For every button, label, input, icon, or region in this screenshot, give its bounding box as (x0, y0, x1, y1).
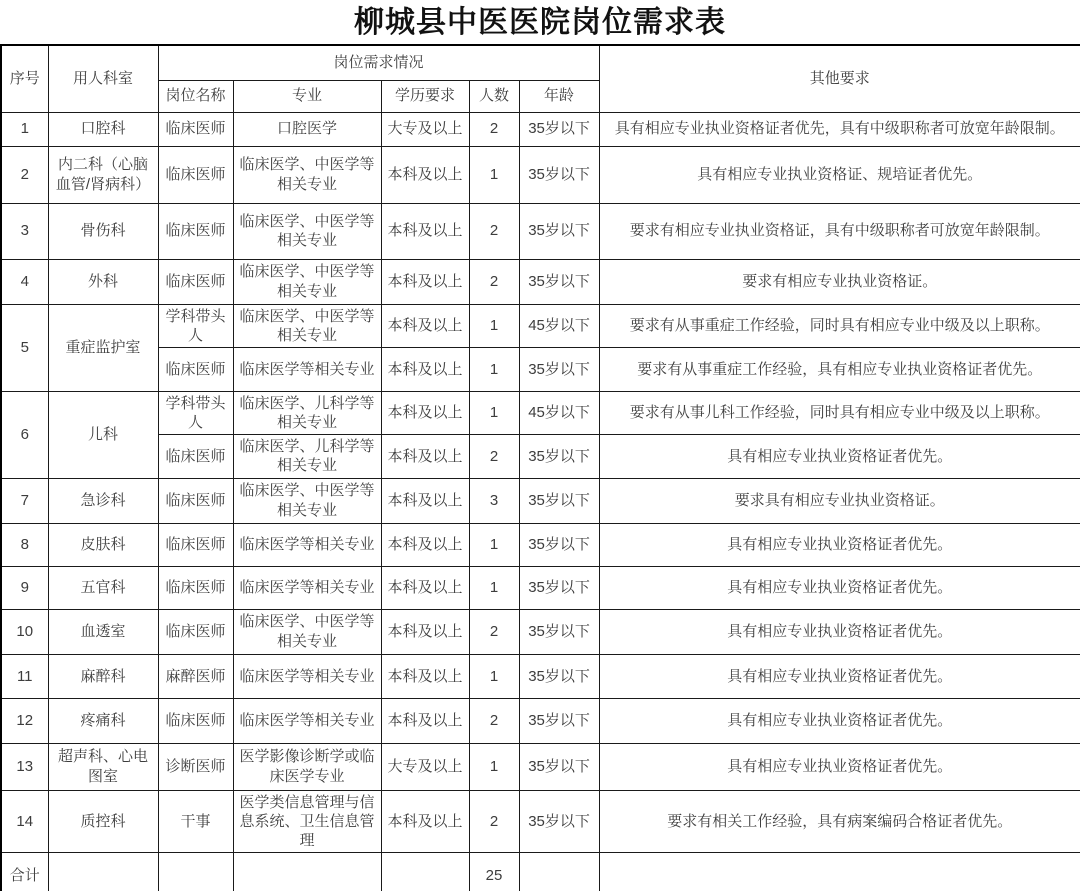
seq-cell: 7 (1, 478, 48, 523)
age-cell: 35岁以下 (519, 566, 599, 609)
dept-cell: 超声科、心电图室 (48, 743, 158, 790)
other-requirements-cell: 要求有相关工作经验，具有病案编码合格证者优先。 (599, 790, 1080, 853)
education-cell: 本科及以上 (381, 478, 469, 523)
table-row (1, 146, 1080, 203)
dept-cell: 疼痛科 (48, 698, 158, 743)
education-cell: 本科及以上 (381, 566, 469, 609)
dept-cell: 急诊科 (48, 478, 158, 523)
total-other-cell (599, 853, 1080, 891)
age-cell: 35岁以下 (519, 478, 599, 523)
other-requirements-cell: 具有相应专业执业资格证者优先。 (599, 435, 1080, 478)
header-other: 其他要求 (599, 45, 1080, 112)
major-cell: 医学影像诊断学或临床医学专业 (233, 743, 381, 790)
position-cell: 麻醉医师 (158, 654, 233, 698)
position-cell: 学科带头人 (158, 304, 233, 347)
table-header (1, 45, 1080, 112)
age-cell: 35岁以下 (519, 790, 599, 853)
header-seq: 序号 (1, 45, 48, 112)
table-row (1, 654, 1080, 698)
seq-cell: 6 (1, 391, 48, 478)
other-requirements-cell: 要求有从事儿科工作经验，同时具有相应专业中级及以上职称。 (599, 391, 1080, 434)
table-row (1, 743, 1080, 790)
table-row (1, 609, 1080, 654)
count-cell: 2 (469, 790, 519, 853)
major-cell: 临床医学、儿科学等相关专业 (233, 435, 381, 478)
age-cell: 35岁以下 (519, 609, 599, 654)
age-cell: 35岁以下 (519, 203, 599, 259)
other-requirements-cell: 要求有从事重症工作经验，同时具有相应专业中级及以上职称。 (599, 304, 1080, 347)
major-cell: 临床医学等相关专业 (233, 654, 381, 698)
other-requirements-cell: 具有相应专业执业资格证者优先。 (599, 523, 1080, 566)
major-cell: 临床医学、中医学等相关专业 (233, 259, 381, 304)
other-requirements-cell: 要求有相应专业执业资格证，具有中级职称者可放宽年龄限制。 (599, 203, 1080, 259)
age-cell: 45岁以下 (519, 391, 599, 434)
dept-cell: 口腔科 (48, 112, 158, 146)
position-cell: 干事 (158, 790, 233, 853)
education-cell: 本科及以上 (381, 203, 469, 259)
dept-cell: 骨伤科 (48, 203, 158, 259)
count-cell: 2 (469, 259, 519, 304)
position-cell: 临床医师 (158, 478, 233, 523)
count-cell: 1 (469, 146, 519, 203)
header-major: 专业 (233, 80, 381, 112)
age-cell: 35岁以下 (519, 146, 599, 203)
count-cell: 2 (469, 609, 519, 654)
position-cell: 临床医师 (158, 203, 233, 259)
seq-cell: 3 (1, 203, 48, 259)
table-row (1, 478, 1080, 523)
count-cell: 2 (469, 112, 519, 146)
education-cell: 本科及以上 (381, 698, 469, 743)
education-cell: 本科及以上 (381, 609, 469, 654)
other-requirements-cell: 具有相应专业执业资格证者优先。 (599, 743, 1080, 790)
position-cell: 临床医师 (158, 523, 233, 566)
total-age-cell (519, 853, 599, 891)
total-label-cell: 合计 (1, 853, 48, 891)
position-cell: 临床医师 (158, 347, 233, 391)
education-cell: 大专及以上 (381, 112, 469, 146)
seq-cell: 13 (1, 743, 48, 790)
position-cell: 临床医师 (158, 435, 233, 478)
age-cell: 35岁以下 (519, 112, 599, 146)
table-row (1, 698, 1080, 743)
position-cell: 临床医师 (158, 698, 233, 743)
other-requirements-cell: 具有相应专业执业资格证者优先，具有中级职称者可放宽年龄限制。 (599, 112, 1080, 146)
dept-cell: 麻醉科 (48, 654, 158, 698)
age-cell: 35岁以下 (519, 523, 599, 566)
education-cell: 本科及以上 (381, 435, 469, 478)
header-education: 学历要求 (381, 80, 469, 112)
position-cell: 学科带头人 (158, 391, 233, 434)
age-cell: 35岁以下 (519, 347, 599, 391)
table-row (1, 203, 1080, 259)
table-footer (1, 853, 1080, 891)
seq-cell: 1 (1, 112, 48, 146)
count-cell: 2 (469, 698, 519, 743)
seq-cell: 9 (1, 566, 48, 609)
major-cell: 临床医学、中医学等相关专业 (233, 478, 381, 523)
seq-cell: 11 (1, 654, 48, 698)
total-position-cell (158, 853, 233, 891)
count-cell: 1 (469, 654, 519, 698)
major-cell: 临床医学等相关专业 (233, 566, 381, 609)
education-cell: 本科及以上 (381, 347, 469, 391)
total-dept-cell (48, 853, 158, 891)
table-row (1, 112, 1080, 146)
major-cell: 临床医学、中医学等相关专业 (233, 203, 381, 259)
position-cell: 临床医师 (158, 609, 233, 654)
education-cell: 本科及以上 (381, 304, 469, 347)
education-cell: 本科及以上 (381, 654, 469, 698)
table-row (1, 304, 1080, 347)
education-cell: 大专及以上 (381, 743, 469, 790)
seq-cell: 2 (1, 146, 48, 203)
count-cell: 1 (469, 391, 519, 434)
education-cell: 本科及以上 (381, 146, 469, 203)
table-body (1, 112, 1080, 853)
other-requirements-cell: 要求有从事重症工作经验，具有相应专业执业资格证者优先。 (599, 347, 1080, 391)
dept-cell: 质控科 (48, 790, 158, 853)
dept-cell: 重症监护室 (48, 304, 158, 391)
count-cell: 1 (469, 743, 519, 790)
table-row (1, 523, 1080, 566)
major-cell: 临床医学、中医学等相关专业 (233, 609, 381, 654)
age-cell: 35岁以下 (519, 654, 599, 698)
major-cell: 临床医学等相关专业 (233, 698, 381, 743)
requirements-table (0, 44, 1080, 891)
total-education-cell (381, 853, 469, 891)
header-row-1 (1, 45, 1080, 80)
header-demand-group: 岗位需求情况 (158, 45, 599, 80)
count-cell: 1 (469, 523, 519, 566)
dept-cell: 外科 (48, 259, 158, 304)
other-requirements-cell: 要求有相应专业执业资格证。 (599, 259, 1080, 304)
total-major-cell (233, 853, 381, 891)
count-cell: 1 (469, 347, 519, 391)
page-title: 柳城县中医医院岗位需求表 (354, 6, 726, 39)
table-row (1, 566, 1080, 609)
seq-cell: 4 (1, 259, 48, 304)
other-requirements-cell: 具有相应专业执业资格证者优先。 (599, 566, 1080, 609)
age-cell: 45岁以下 (519, 304, 599, 347)
total-row (1, 853, 1080, 891)
major-cell: 临床医学、中医学等相关专业 (233, 146, 381, 203)
other-requirements-cell: 具有相应专业执业资格证者优先。 (599, 609, 1080, 654)
seq-cell: 8 (1, 523, 48, 566)
dept-cell: 五官科 (48, 566, 158, 609)
table-row (1, 259, 1080, 304)
major-cell: 临床医学等相关专业 (233, 347, 381, 391)
education-cell: 本科及以上 (381, 391, 469, 434)
count-cell: 2 (469, 203, 519, 259)
count-cell: 2 (469, 435, 519, 478)
position-cell: 诊断医师 (158, 743, 233, 790)
other-requirements-cell: 具有相应专业执业资格证者优先。 (599, 654, 1080, 698)
table-row (1, 790, 1080, 853)
header-position: 岗位名称 (158, 80, 233, 112)
position-cell: 临床医师 (158, 112, 233, 146)
dept-cell: 皮肤科 (48, 523, 158, 566)
header-age: 年龄 (519, 80, 599, 112)
seq-cell: 5 (1, 304, 48, 391)
education-cell: 本科及以上 (381, 523, 469, 566)
position-cell: 临床医师 (158, 259, 233, 304)
total-count-cell: 25 (469, 853, 519, 891)
table-row (1, 347, 1080, 391)
count-cell: 3 (469, 478, 519, 523)
education-cell: 本科及以上 (381, 259, 469, 304)
major-cell: 口腔医学 (233, 112, 381, 146)
age-cell: 35岁以下 (519, 435, 599, 478)
age-cell: 35岁以下 (519, 698, 599, 743)
age-cell: 35岁以下 (519, 259, 599, 304)
header-count: 人数 (469, 80, 519, 112)
count-cell: 1 (469, 304, 519, 347)
count-cell: 1 (469, 566, 519, 609)
other-requirements-cell: 要求具有相应专业执业资格证。 (599, 478, 1080, 523)
header-dept: 用人科室 (48, 45, 158, 112)
position-cell: 临床医师 (158, 146, 233, 203)
other-requirements-cell: 具有相应专业执业资格证、规培证者优先。 (599, 146, 1080, 203)
dept-cell: 血透室 (48, 609, 158, 654)
major-cell: 临床医学、中医学等相关专业 (233, 304, 381, 347)
age-cell: 35岁以下 (519, 743, 599, 790)
dept-cell: 儿科 (48, 391, 158, 478)
major-cell: 临床医学等相关专业 (233, 523, 381, 566)
seq-cell: 14 (1, 790, 48, 853)
other-requirements-cell: 具有相应专业执业资格证者优先。 (599, 698, 1080, 743)
table-row (1, 391, 1080, 434)
major-cell: 医学类信息管理与信息系统、卫生信息管理 (233, 790, 381, 853)
dept-cell: 内二科（心脑血管/肾病科） (48, 146, 158, 203)
seq-cell: 10 (1, 609, 48, 654)
table-row (1, 435, 1080, 478)
seq-cell: 12 (1, 698, 48, 743)
position-cell: 临床医师 (158, 566, 233, 609)
major-cell: 临床医学、儿科学等相关专业 (233, 391, 381, 434)
education-cell: 本科及以上 (381, 790, 469, 853)
